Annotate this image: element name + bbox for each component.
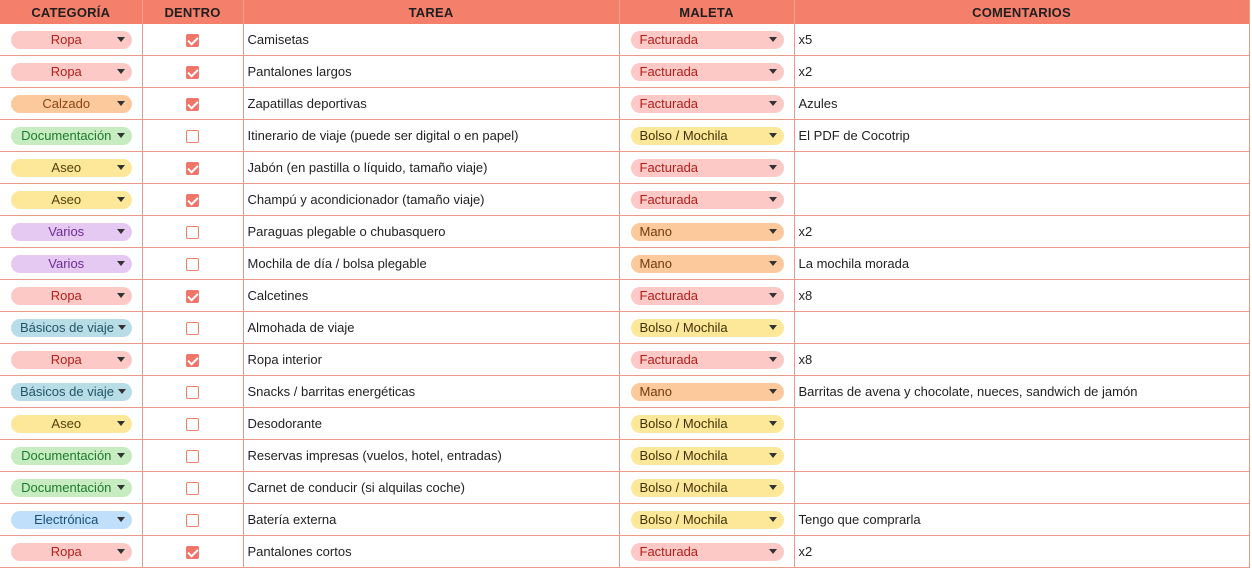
- categoria-value: Documentación: [21, 128, 112, 143]
- table-body: [0, 24, 1249, 568]
- categoria-cell[interactable]: [0, 504, 142, 536]
- comentarios-text: El PDF de Cocotrip: [798, 128, 910, 143]
- dentro-checkbox[interactable]: [186, 258, 199, 271]
- dentro-checkbox[interactable]: [186, 194, 199, 207]
- maleta-dropdown[interactable]: [631, 191, 784, 209]
- comentarios-cell[interactable]: [794, 88, 1249, 120]
- table-row: [0, 376, 1249, 408]
- dentro-cell[interactable]: [142, 152, 243, 184]
- dentro-cell[interactable]: [142, 408, 243, 440]
- categoria-cell[interactable]: [0, 216, 142, 248]
- dentro-cell[interactable]: [142, 472, 243, 504]
- dentro-cell[interactable]: [142, 440, 243, 472]
- tarea-cell[interactable]: [243, 24, 619, 56]
- categoria-dropdown[interactable]: [11, 159, 132, 177]
- chevron-down-icon[interactable]: [117, 517, 125, 522]
- categoria-dropdown[interactable]: [11, 95, 132, 113]
- maleta-dropdown[interactable]: [631, 383, 784, 401]
- tarea-text: Reservas impresas (vuelos, hotel, entradas): [247, 448, 502, 463]
- tarea-cell[interactable]: [243, 216, 619, 248]
- categoria-value: Básicos de viaje: [20, 384, 114, 399]
- comentarios-cell[interactable]: [794, 280, 1249, 312]
- table-row: [0, 120, 1249, 152]
- comentarios-cell[interactable]: [794, 408, 1249, 440]
- categoria-dropdown[interactable]: [11, 223, 132, 241]
- tarea-text: Carnet de conducir (si alquilas coche): [247, 480, 465, 495]
- dentro-checkbox[interactable]: [186, 354, 199, 367]
- chevron-down-icon[interactable]: [769, 485, 777, 490]
- chevron-down-icon[interactable]: [117, 229, 125, 234]
- tarea-cell[interactable]: [243, 312, 619, 344]
- categoria-value: Electrónica: [34, 512, 99, 527]
- table-row: [0, 184, 1249, 216]
- comentarios-cell[interactable]: [794, 184, 1249, 216]
- comentarios-text: x2: [798, 64, 813, 79]
- maleta-cell[interactable]: [619, 56, 794, 88]
- dentro-cell[interactable]: [142, 280, 243, 312]
- chevron-down-icon[interactable]: [117, 357, 125, 362]
- categoria-cell[interactable]: [0, 408, 142, 440]
- maleta-cell[interactable]: [619, 536, 794, 568]
- table-row: [0, 280, 1249, 312]
- comentarios-cell[interactable]: [794, 312, 1249, 344]
- maleta-value: Facturada: [639, 288, 699, 303]
- table-row: [0, 248, 1249, 280]
- maleta-cell[interactable]: [619, 504, 794, 536]
- table-row: [0, 344, 1249, 376]
- categoria-cell[interactable]: [0, 24, 142, 56]
- categoria-dropdown[interactable]: [11, 415, 132, 433]
- categoria-value: Aseo: [51, 416, 82, 431]
- categoria-dropdown[interactable]: [11, 447, 132, 465]
- categoria-cell[interactable]: [0, 248, 142, 280]
- tarea-text: Jabón (en pastilla o líquido, tamaño viaje): [247, 160, 488, 175]
- maleta-dropdown[interactable]: [631, 95, 784, 113]
- chevron-down-icon[interactable]: [117, 485, 125, 490]
- dentro-checkbox[interactable]: [186, 66, 199, 79]
- categoria-cell[interactable]: [0, 88, 142, 120]
- maleta-cell[interactable]: [619, 280, 794, 312]
- maleta-value: Facturada: [639, 544, 699, 559]
- tarea-cell[interactable]: [243, 184, 619, 216]
- table-row: [0, 472, 1249, 504]
- dentro-cell[interactable]: [142, 344, 243, 376]
- chevron-down-icon[interactable]: [117, 293, 125, 298]
- maleta-cell[interactable]: [619, 312, 794, 344]
- chevron-down-icon[interactable]: [769, 165, 777, 170]
- dentro-cell[interactable]: [142, 216, 243, 248]
- maleta-dropdown[interactable]: [631, 511, 784, 529]
- maleta-value: Mano: [639, 256, 673, 271]
- maleta-dropdown[interactable]: [631, 31, 784, 49]
- dentro-checkbox[interactable]: [186, 98, 199, 111]
- tarea-cell[interactable]: [243, 440, 619, 472]
- dentro-checkbox[interactable]: [186, 450, 199, 463]
- chevron-down-icon[interactable]: [769, 69, 777, 74]
- chevron-down-icon[interactable]: [117, 421, 125, 426]
- maleta-cell[interactable]: [619, 120, 794, 152]
- comentarios-cell[interactable]: [794, 504, 1249, 536]
- tarea-text: Mochila de día / bolsa plegable: [247, 256, 427, 271]
- chevron-down-icon[interactable]: [769, 133, 777, 138]
- maleta-cell[interactable]: [619, 440, 794, 472]
- comentarios-text: Barritas de avena y chocolate, nueces, sandwich de jamón: [798, 384, 1138, 399]
- comentarios-cell[interactable]: [794, 472, 1249, 504]
- tarea-cell[interactable]: [243, 344, 619, 376]
- categoria-value: Documentación: [21, 480, 112, 495]
- dentro-checkbox[interactable]: [186, 322, 199, 335]
- dentro-cell[interactable]: [142, 536, 243, 568]
- categoria-value: Básicos de viaje: [20, 320, 114, 335]
- tarea-cell[interactable]: [243, 376, 619, 408]
- chevron-down-icon[interactable]: [769, 421, 777, 426]
- chevron-down-icon[interactable]: [769, 549, 777, 554]
- chevron-down-icon[interactable]: [117, 197, 125, 202]
- maleta-cell[interactable]: [619, 376, 794, 408]
- table-row: [0, 440, 1249, 472]
- categoria-value: Ropa: [50, 288, 82, 303]
- categoria-value: Aseo: [51, 160, 82, 175]
- dentro-checkbox[interactable]: [186, 418, 199, 431]
- dentro-checkbox[interactable]: [186, 162, 199, 175]
- categoria-cell[interactable]: [0, 536, 142, 568]
- tarea-text: Pantalones cortos: [247, 544, 352, 559]
- table-row: [0, 88, 1249, 120]
- maleta-cell[interactable]: [619, 248, 794, 280]
- dentro-cell[interactable]: [142, 24, 243, 56]
- maleta-dropdown[interactable]: [631, 255, 784, 273]
- maleta-dropdown[interactable]: [631, 63, 784, 81]
- maleta-value: Facturada: [639, 352, 699, 367]
- categoria-dropdown[interactable]: [11, 63, 132, 81]
- comentarios-cell[interactable]: [794, 152, 1249, 184]
- comentarios-text: Azules: [798, 96, 838, 111]
- maleta-cell[interactable]: [619, 344, 794, 376]
- categoria-dropdown[interactable]: [11, 511, 132, 529]
- dentro-cell[interactable]: [142, 248, 243, 280]
- dentro-checkbox[interactable]: [186, 514, 199, 527]
- tarea-text: Camisetas: [247, 32, 309, 47]
- chevron-down-icon[interactable]: [769, 293, 777, 298]
- chevron-down-icon[interactable]: [118, 389, 126, 394]
- categoria-dropdown[interactable]: [11, 319, 132, 337]
- tarea-text: Desodorante: [247, 416, 322, 431]
- chevron-down-icon[interactable]: [117, 165, 125, 170]
- comentarios-text: Tengo que comprarla: [798, 512, 921, 527]
- maleta-dropdown[interactable]: [631, 159, 784, 177]
- categoria-dropdown[interactable]: [11, 127, 132, 145]
- chevron-down-icon[interactable]: [117, 37, 125, 42]
- maleta-value: Facturada: [639, 96, 699, 111]
- categoria-value: Aseo: [51, 192, 82, 207]
- tarea-text: Batería externa: [247, 512, 337, 527]
- chevron-down-icon[interactable]: [769, 325, 777, 330]
- comentarios-cell[interactable]: [794, 376, 1249, 408]
- maleta-dropdown[interactable]: [631, 415, 784, 433]
- maleta-value: Bolso / Mochila: [639, 480, 728, 495]
- maleta-value: Facturada: [639, 32, 699, 47]
- categoria-value: Ropa: [50, 544, 82, 559]
- chevron-down-icon[interactable]: [117, 453, 125, 458]
- maleta-value: Bolso / Mochila: [639, 128, 728, 143]
- categoria-cell[interactable]: [0, 344, 142, 376]
- comentarios-cell[interactable]: [794, 120, 1249, 152]
- categoria-cell[interactable]: [0, 376, 142, 408]
- maleta-cell[interactable]: [619, 184, 794, 216]
- maleta-cell[interactable]: [619, 408, 794, 440]
- dentro-checkbox[interactable]: [186, 482, 199, 495]
- categoria-value: Documentación: [21, 448, 112, 463]
- dentro-cell[interactable]: [142, 120, 243, 152]
- tarea-cell[interactable]: [243, 504, 619, 536]
- categoria-cell[interactable]: [0, 280, 142, 312]
- header-maleta[interactable]: MALETA: [619, 0, 794, 24]
- chevron-down-icon[interactable]: [117, 549, 125, 554]
- tarea-cell[interactable]: [243, 248, 619, 280]
- tarea-text: Ropa interior: [247, 352, 322, 367]
- tarea-cell[interactable]: [243, 56, 619, 88]
- categoria-cell[interactable]: [0, 152, 142, 184]
- maleta-dropdown[interactable]: [631, 287, 784, 305]
- categoria-value: Ropa: [50, 32, 82, 47]
- tarea-text: Itinerario de viaje (puede ser digital o en papel): [247, 128, 519, 143]
- chevron-down-icon[interactable]: [769, 37, 777, 42]
- maleta-value: Facturada: [639, 64, 699, 79]
- comentarios-text: x5: [798, 32, 813, 47]
- header-tarea[interactable]: TAREA: [243, 0, 619, 24]
- header-categoria[interactable]: CATEGORÍA: [0, 0, 142, 24]
- maleta-value: Bolso / Mochila: [639, 448, 728, 463]
- table-row: [0, 152, 1249, 184]
- comentarios-text: x2: [798, 224, 813, 239]
- dentro-checkbox[interactable]: [186, 130, 199, 143]
- dentro-checkbox[interactable]: [186, 226, 199, 239]
- categoria-cell[interactable]: [0, 56, 142, 88]
- maleta-cell[interactable]: [619, 24, 794, 56]
- table-row: [0, 24, 1249, 56]
- maleta-dropdown[interactable]: [631, 447, 784, 465]
- comentarios-text: x8: [798, 352, 813, 367]
- dentro-cell[interactable]: [142, 184, 243, 216]
- chevron-down-icon[interactable]: [117, 69, 125, 74]
- table-row: [0, 312, 1249, 344]
- categoria-value: Ropa: [50, 352, 82, 367]
- maleta-value: Bolso / Mochila: [639, 416, 728, 431]
- dentro-checkbox[interactable]: [186, 386, 199, 399]
- tarea-text: Almohada de viaje: [247, 320, 355, 335]
- dentro-checkbox[interactable]: [186, 290, 199, 303]
- categoria-dropdown[interactable]: [11, 543, 132, 561]
- maleta-dropdown[interactable]: [631, 223, 784, 241]
- comentarios-cell[interactable]: [794, 248, 1249, 280]
- table-row: [0, 504, 1249, 536]
- dentro-cell[interactable]: [142, 504, 243, 536]
- comentarios-cell[interactable]: [794, 216, 1249, 248]
- comentarios-cell[interactable]: [794, 344, 1249, 376]
- header-row: [0, 0, 1249, 24]
- dentro-cell[interactable]: [142, 376, 243, 408]
- tarea-cell[interactable]: [243, 280, 619, 312]
- tarea-text: Calcetines: [247, 288, 309, 303]
- tarea-cell[interactable]: [243, 120, 619, 152]
- dentro-checkbox[interactable]: [186, 546, 199, 559]
- chevron-down-icon[interactable]: [117, 261, 125, 266]
- table-row: [0, 408, 1249, 440]
- table-row: [0, 216, 1249, 248]
- chevron-down-icon[interactable]: [769, 357, 777, 362]
- maleta-value: Facturada: [639, 192, 699, 207]
- maleta-value: Mano: [639, 224, 673, 239]
- categoria-value: Varios: [48, 224, 85, 239]
- chevron-down-icon[interactable]: [769, 229, 777, 234]
- tarea-cell[interactable]: [243, 88, 619, 120]
- maleta-dropdown[interactable]: [631, 319, 784, 337]
- tarea-cell[interactable]: [243, 408, 619, 440]
- categoria-dropdown[interactable]: [11, 255, 132, 273]
- maleta-cell[interactable]: [619, 152, 794, 184]
- header-comentarios[interactable]: COMENTARIOS: [794, 0, 1249, 24]
- tarea-text: Paraguas plegable o chubasquero: [247, 224, 446, 239]
- categoria-dropdown[interactable]: [11, 31, 132, 49]
- comentarios-text: x8: [798, 288, 813, 303]
- maleta-value: Bolso / Mochila: [639, 512, 728, 527]
- dentro-checkbox[interactable]: [186, 34, 199, 47]
- categoria-cell[interactable]: [0, 472, 142, 504]
- comentarios-cell[interactable]: [794, 24, 1249, 56]
- categoria-cell[interactable]: [0, 440, 142, 472]
- chevron-down-icon[interactable]: [769, 261, 777, 266]
- categoria-cell[interactable]: [0, 312, 142, 344]
- tarea-text: Zapatillas deportivas: [247, 96, 367, 111]
- maleta-cell[interactable]: [619, 88, 794, 120]
- dentro-cell[interactable]: [142, 312, 243, 344]
- chevron-down-icon[interactable]: [769, 197, 777, 202]
- maleta-value: Mano: [639, 384, 673, 399]
- chevron-down-icon[interactable]: [769, 389, 777, 394]
- tarea-cell[interactable]: [243, 536, 619, 568]
- chevron-down-icon[interactable]: [769, 101, 777, 106]
- categoria-dropdown[interactable]: [11, 383, 132, 401]
- maleta-dropdown[interactable]: [631, 543, 784, 561]
- tarea-cell[interactable]: [243, 472, 619, 504]
- chevron-down-icon[interactable]: [769, 517, 777, 522]
- categoria-value: Ropa: [50, 64, 82, 79]
- header-dentro[interactable]: DENTRO: [142, 0, 243, 24]
- maleta-dropdown[interactable]: [631, 479, 784, 497]
- tarea-text: Pantalones largos: [247, 64, 352, 79]
- table-row: [0, 536, 1249, 568]
- tarea-cell[interactable]: [243, 152, 619, 184]
- tarea-text: Champú y acondicionador (tamaño viaje): [247, 192, 485, 207]
- chevron-down-icon[interactable]: [117, 101, 125, 106]
- maleta-cell[interactable]: [619, 216, 794, 248]
- maleta-value: Bolso / Mochila: [639, 320, 728, 335]
- comentarios-text: La mochila morada: [798, 256, 910, 271]
- comentarios-cell[interactable]: [794, 56, 1249, 88]
- comentarios-text: x2: [798, 544, 813, 559]
- comentarios-cell[interactable]: [794, 536, 1249, 568]
- categoria-dropdown[interactable]: [11, 351, 132, 369]
- maleta-value: Facturada: [639, 160, 699, 175]
- maleta-dropdown[interactable]: [631, 351, 784, 369]
- tarea-text: Snacks / barritas energéticas: [247, 384, 416, 399]
- chevron-down-icon[interactable]: [118, 325, 126, 330]
- categoria-cell[interactable]: [0, 184, 142, 216]
- maleta-dropdown[interactable]: [631, 127, 784, 145]
- chevron-down-icon[interactable]: [769, 453, 777, 458]
- dentro-cell[interactable]: [142, 88, 243, 120]
- categoria-value: Varios: [48, 256, 85, 271]
- comentarios-cell[interactable]: [794, 440, 1249, 472]
- dentro-cell[interactable]: [142, 56, 243, 88]
- categoria-dropdown[interactable]: [11, 287, 132, 305]
- chevron-down-icon[interactable]: [117, 133, 125, 138]
- categoria-value: Calzado: [42, 96, 91, 111]
- categoria-cell[interactable]: [0, 120, 142, 152]
- maleta-cell[interactable]: [619, 472, 794, 504]
- categoria-dropdown[interactable]: [11, 479, 132, 497]
- categoria-dropdown[interactable]: [11, 191, 132, 209]
- table-row: [0, 56, 1249, 88]
